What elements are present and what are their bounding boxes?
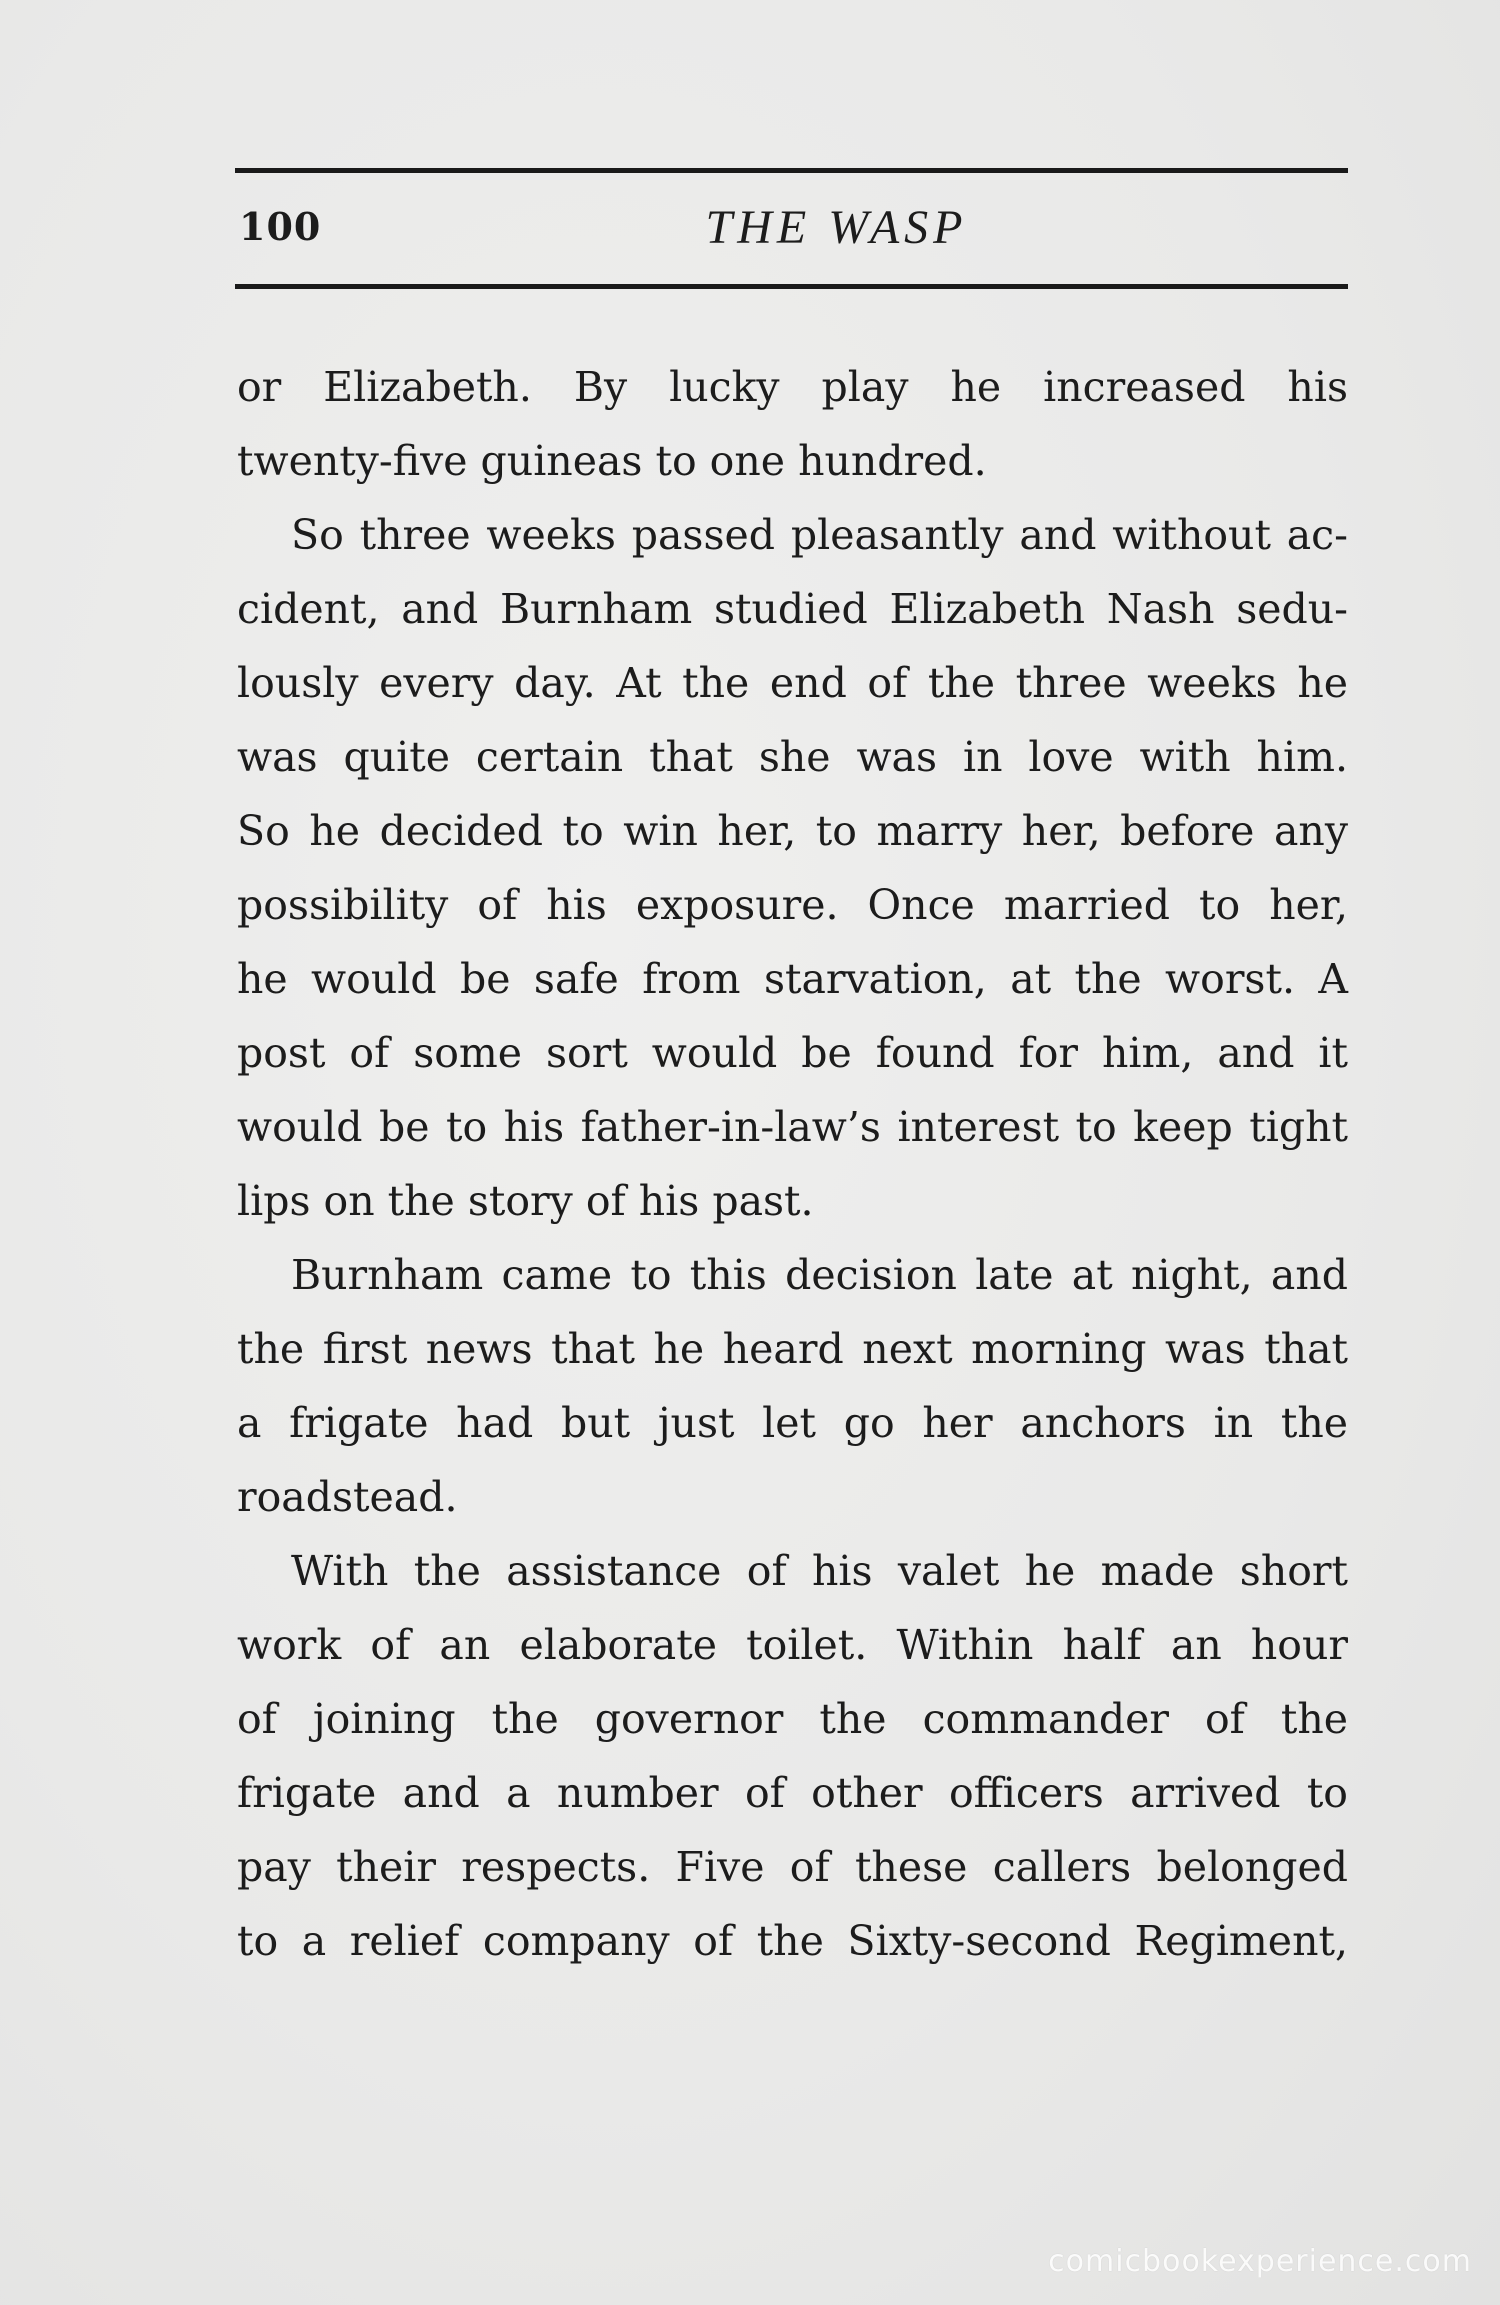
text-line: pay their respects. Five of these callers belonged <box>237 1843 1348 1891</box>
text-line: was quite certain that she was in love with him. <box>237 733 1348 781</box>
watermark: comicbookexperience.com <box>1048 2244 1472 2279</box>
text-line: a frigate had but just let go her anchors in the <box>237 1399 1348 1447</box>
text-line: frigate and a number of other officers arrived to <box>237 1769 1348 1817</box>
body-text <box>237 350 1348 1978</box>
text-line: lips on the story of his past. <box>237 1177 814 1225</box>
text-line: cident, and Burnham studied Elizabeth Nash sedu- <box>237 585 1348 633</box>
paragraph-first-line: Burnham came to this decision late at night, and <box>291 1251 1348 1299</box>
header-bottom-rule <box>235 284 1348 289</box>
text-line: or Elizabeth. By lucky play he increased his <box>237 363 1348 411</box>
text-line: roadstead. <box>237 1473 458 1521</box>
page-number: 100 <box>239 204 322 249</box>
running-title: THE WASP <box>705 201 968 254</box>
text-line: post of some sort would be found for him, and it <box>237 1029 1348 1077</box>
page-header <box>235 196 1348 266</box>
text-line: to a relief company of the Sixty-second Regiment, <box>237 1917 1348 1965</box>
header-top-rule <box>235 168 1348 173</box>
text-line: twenty-five guineas to one hundred. <box>237 437 987 485</box>
paragraph-first-line: With the assistance of his valet he made short <box>291 1547 1348 1595</box>
text-line: he would be safe from starvation, at the worst. A <box>237 955 1348 1003</box>
text-line: the first news that he heard next morning was that <box>237 1325 1348 1373</box>
text-line: of joining the governor the commander of the <box>237 1695 1348 1743</box>
text-line: So he decided to win her, to marry her, before any <box>237 807 1348 855</box>
text-line: would be to his father-in-law’s interest to keep tight <box>237 1103 1348 1151</box>
paragraph-first-line: So three weeks passed pleasantly and without ac- <box>291 511 1348 559</box>
text-line: work of an elaborate toilet. Within half an hour <box>237 1621 1348 1669</box>
text-line: lously every day. At the end of the three weeks he <box>237 659 1348 707</box>
text-line: possibility of his exposure. Once married to her, <box>237 881 1348 929</box>
